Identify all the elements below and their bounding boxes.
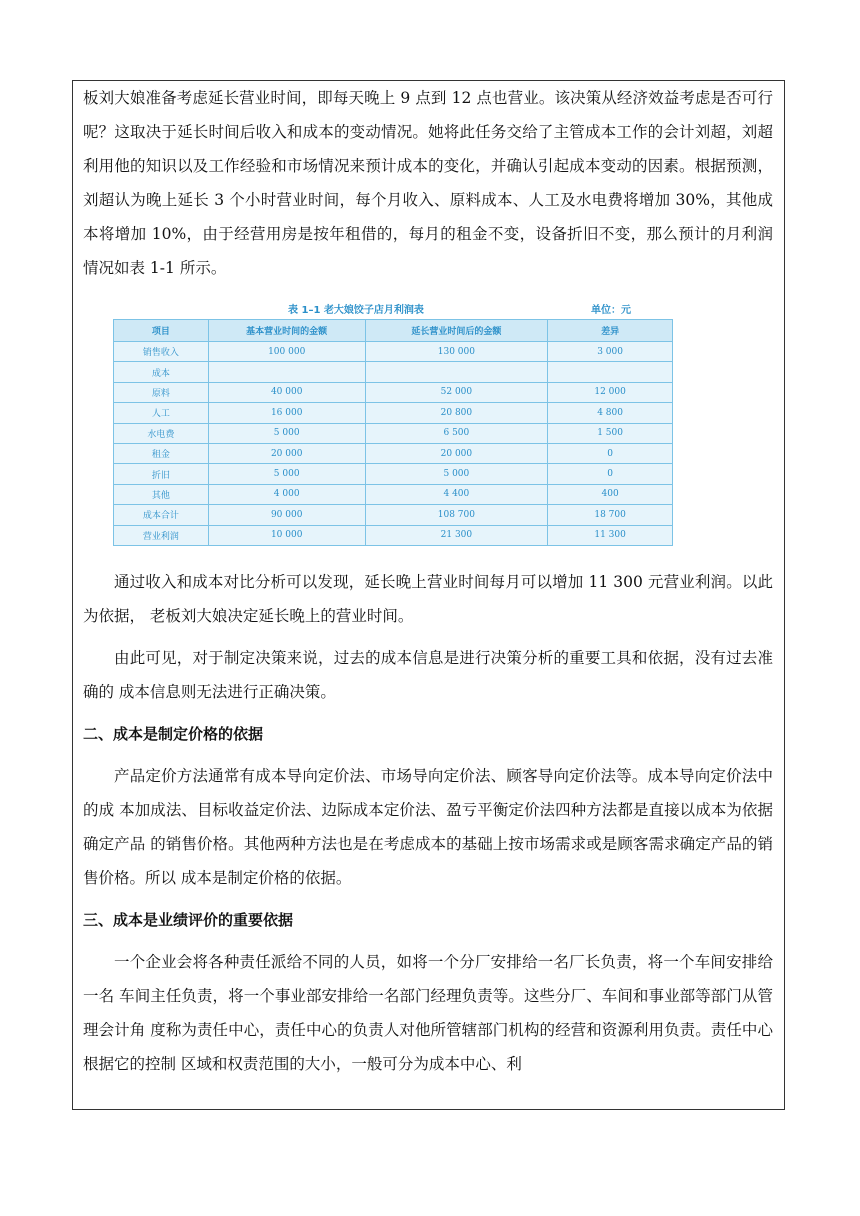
table-row (114, 443, 673, 463)
table-cell: 成本 (114, 362, 209, 382)
table-cell: 12 000 (548, 382, 673, 402)
table-row (114, 382, 673, 402)
table-cell: 400 (548, 484, 673, 504)
table-cell: 16 000 (208, 403, 365, 423)
header-diff: 差异 (548, 320, 673, 342)
table-cell: 4 800 (548, 403, 673, 423)
section-heading-2: 二、成本是制定价格的依据 (83, 725, 264, 743)
table-cell: 折旧 (114, 464, 209, 484)
table-cell: 6 500 (365, 423, 548, 443)
table-cell: 10 000 (208, 525, 365, 545)
table-cell: 52 000 (365, 382, 548, 402)
header-item: 项目 (114, 320, 209, 342)
table-cell: 其他 (114, 484, 209, 504)
table-cell: 130 000 (365, 342, 548, 362)
table-unit: 单位：元 (591, 305, 631, 316)
table-cell: 20 000 (208, 443, 365, 463)
table-cell: 原料 (114, 382, 209, 402)
table-cell: 4 400 (365, 484, 548, 504)
document-frame (72, 80, 785, 1110)
table-cell: 3 000 (548, 342, 673, 362)
table-row (114, 362, 673, 382)
document-body-lower (83, 565, 773, 1081)
table-cell: 108 700 (365, 505, 548, 525)
table-row (114, 484, 673, 504)
header-extended: 延长营业时间后的金额 (365, 320, 548, 342)
table-cell: 5 000 (365, 464, 548, 484)
table-cell: 人工 (114, 403, 209, 423)
table-cell (548, 362, 673, 382)
table-cell: 4 000 (208, 484, 365, 504)
table-row (114, 525, 673, 545)
table-cell: 0 (548, 443, 673, 463)
table-row (114, 342, 673, 362)
table-cell: 水电费 (114, 423, 209, 443)
profit-table-figure (113, 297, 673, 546)
table-cell: 1 500 (548, 423, 673, 443)
table-cell: 90 000 (208, 505, 365, 525)
table-cell: 100 000 (208, 342, 365, 362)
table-cell: 5 000 (208, 464, 365, 484)
conclusion-paragraph: 由此可见，对于制定决策来说，过去的成本信息是进行决策分析的重要工具和依据，没有过去准确的 成本信息则无法进行正确决策。 (83, 649, 773, 701)
table-cell (208, 362, 365, 382)
table-cell: 20 800 (365, 403, 548, 423)
table-row (114, 464, 673, 484)
table-cell: 租金 (114, 443, 209, 463)
table-cell: 销售收入 (114, 342, 209, 362)
table-cell: 5 000 (208, 423, 365, 443)
table-row (114, 403, 673, 423)
table-cell: 0 (548, 464, 673, 484)
monthly-profit-table (113, 319, 673, 546)
table-title: 表 1–1 老大娘饺子店月利润表 (288, 305, 424, 316)
table-cell: 20 000 (365, 443, 548, 463)
performance-paragraph: 一个企业会将各种责任派给不同的人员，如将一个分厂安排给一名厂长负责，将一个车间安排给一名 车间主任负责，将一个事业部安排给一名部门经理负责等。这些分厂、车间和事业部等部门从管理会计角 度称为责任中心，责任中心的负责人对他所管辖部门机构的经营和资源利用负责。责任中心根据它的控制 区域和权责范围的大小，一般可分为成本中心、利 (83, 953, 773, 1073)
analysis-paragraph: 通过收入和成本对比分析可以发现，延长晚上营业时间每月可以增加 11 300 元营业利润。以此为依据， 老板刘大娘决定延长晚上的营业时间。 (83, 573, 773, 625)
section-heading-3: 三、成本是业绩评价的重要依据 (83, 911, 294, 929)
table-header-row (114, 320, 673, 342)
document-body (83, 81, 773, 285)
table-cell: 11 300 (548, 525, 673, 545)
table-cell: 18 700 (548, 505, 673, 525)
table-row (114, 505, 673, 525)
pricing-paragraph: 产品定价方法通常有成本导向定价法、市场导向定价法、顾客导向定价法等。成本导向定价法中的成 本加成法、目标收益定价法、边际成本定价法、盈亏平衡定价法四种方法都是直接以成本为依据确定产品 的销售价格。其他两种方法也是在考虑成本的基础上按市场需求或是顾客需求确定产品的销售价格。所以 成本是制定价格的依据。 (83, 767, 773, 887)
intro-paragraph: 板刘大娘准备考虑延长营业时间，即每天晚上 9 点到 12 点也营业。该决策从经济效益考虑是否可行呢？这取决于延长时间后收入和成本的变动情况。她将此任务交给了主管成本工作的会计刘超，刘超利用他的知识以及工作经验和市场情况来预计成本的变化，并确认引起成本变动的因素。根据预测，刘超认为晚上延长 3 个小时营业时间，每个月收入、原料成本、人工及水电费将增加 30%，其他成本将增加 10%，由于经营用房是按年租借的，每月的租金不变，设备折旧不变，那么预计的月利润情况如表 1-1 所示。 (83, 89, 773, 277)
table-row (114, 423, 673, 443)
table-cell (365, 362, 548, 382)
table-cell: 营业利润 (114, 525, 209, 545)
table-cell: 成本合计 (114, 505, 209, 525)
table-caption (113, 297, 673, 319)
table-cell: 21 300 (365, 525, 548, 545)
table-cell: 40 000 (208, 382, 365, 402)
header-basic: 基本营业时间的金额 (208, 320, 365, 342)
